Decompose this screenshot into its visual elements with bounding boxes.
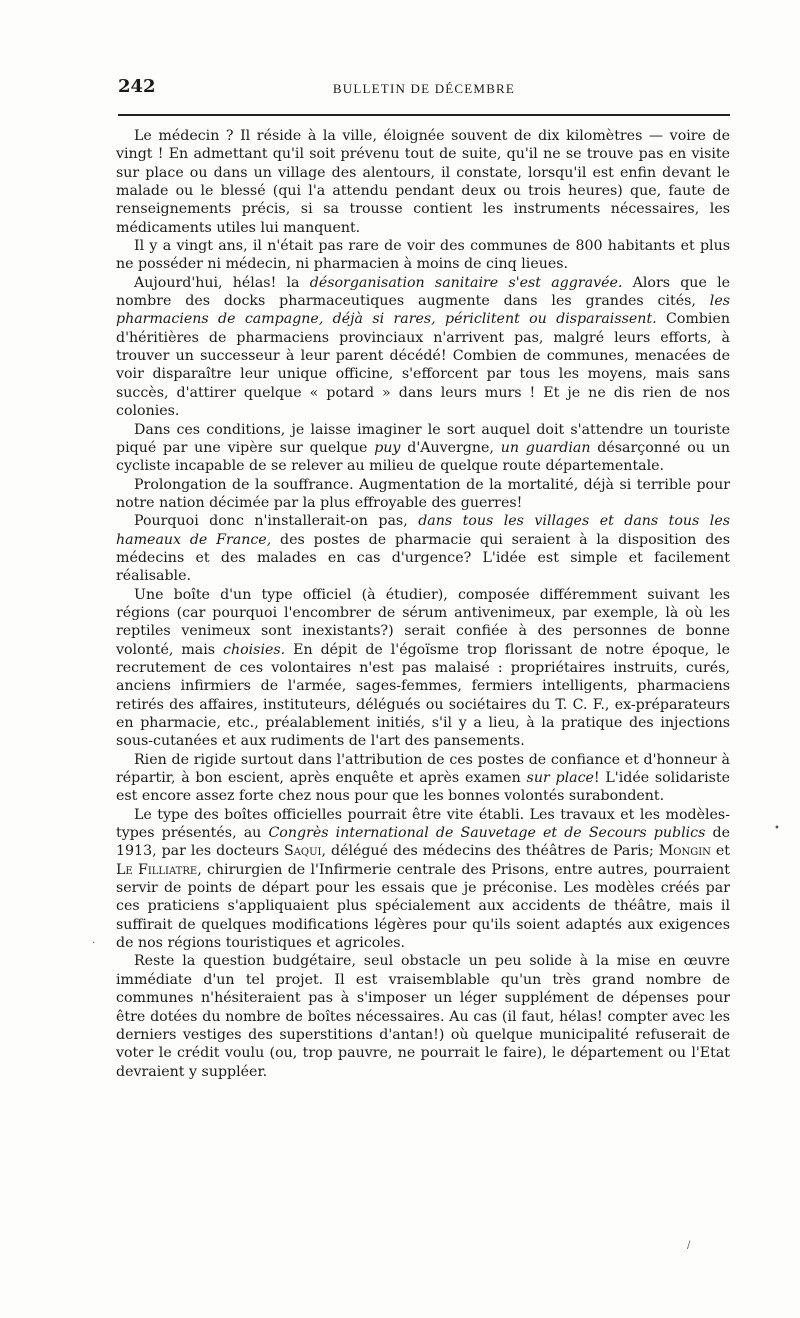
text-run: Reste la question budgétaire, seul obstacle un peu solide à la mise en œuvre immédiate d'un tel projet. Il est vraisemblable qu'un très grand nombre de communes n'hésiteraient pas à s'imposer un léger supplément de dépenses pour être dotées du nombre de boîtes nécessaires. Au cas (il faut, hélas! compter avec les derniers vestiges des superstitions d'antan!) où quelque municipalité refuserait de voter le crédit voulu (ou, trop pauvre, ne pourrait le faire), le département ou l'Etat devraient y suppléer.	[116, 953, 730, 1080]
text-run: Prolongation de la souffrance. Augmentation de la mortalité, déjà si terrible pour notre nation décimée par la plus effroyable des guerres!	[116, 476, 730, 511]
italic-text-run: dans tous les villages et dans tous les hameaux de France,	[116, 513, 730, 548]
text-run: des postes de pharmacie qui seraient à la disposition des médecins et des malades en cas d'urgence? L'idée est simple et facilement réalisable.	[116, 531, 730, 585]
text-run: de 1913, par les docteurs	[116, 825, 730, 860]
text-run: et	[710, 843, 731, 860]
text-run: , chirurgien de l'Infirmerie centrale des Prisons, entre autres, pourraient servir de points de départ pour les essais que je préconise. Les modèles créés par ces praticiens s'appliquaient plus spécialement aux accidents de théâtre, mais il suffirait de quelques modifications légères pour qu'ils soient adaptés aux exigences de nos régions touristiques et agricoles.	[116, 861, 730, 952]
paragraph	[116, 751, 730, 806]
paragraph	[116, 237, 730, 274]
text-run: Il y a vingt ans, il n'était pas rare de voir des communes de 800 habitants et plus ne posséder ni médecin, ni pharmacien à moins de cinq lieues.	[116, 238, 730, 273]
text-run: Une boîte d'un type officiel (à étudier), composée différemment suivant les régions (car pourquoi l'encombrer de sérum antivenimeux, par exemple, là où les reptiles venimeux sont inexistants?) serait confiée à des personnes de bonne volonté, mais	[116, 586, 730, 658]
page-number: 242	[118, 76, 156, 97]
text-run: , délégué des médecins des théâtres de Paris;	[321, 843, 659, 860]
italic-text-run: choisies.	[223, 641, 286, 658]
paragraph	[116, 421, 730, 476]
margin-speck: /	[687, 1240, 691, 1251]
text-run: d'Auvergne,	[400, 439, 501, 456]
paragraph	[116, 127, 730, 237]
paragraph	[116, 274, 730, 421]
paragraph	[116, 952, 730, 1080]
text-run: Alors que le nombre des docks pharmaceutiques augmente dans les grandes cités,	[116, 274, 730, 310]
page-header	[118, 76, 730, 100]
margin-speck: ·	[92, 938, 96, 949]
paragraph	[116, 806, 730, 953]
small-caps-name: Saqui	[283, 843, 322, 860]
margin-speck: •	[774, 823, 780, 834]
italic-text-run: un guardian	[500, 439, 591, 456]
small-caps-name: Mongin	[658, 843, 711, 860]
text-run: Combien d'héritières de pharmaciens provinciaux n'arrivent pas, malgré leurs efforts, à trouver un successeur à leur parent décédé! Combien de communes, menacées de voir disparaître leur unique officine, s'efforcent par tous les moyens, mais sans succès, d'attirer quelque « potard » dans leurs murs ! Et je ne dis rien de nos colonies.	[116, 311, 730, 420]
text-run: Rien de rigide surtout dans l'attribution de ces postes de confiance et d'honneur à répartir, à bon escient, après enquête et après examen	[116, 751, 730, 787]
paragraph	[116, 512, 730, 585]
italic-text-run: les pharmaciens de campagne, déjà si rares, périclitent ou disparaissent.	[116, 293, 730, 328]
text-run: Le type des boîtes officielles pourrait être vite établi. Les travaux et les modèles-types présentés, au	[116, 806, 730, 842]
paragraph	[116, 476, 730, 513]
italic-text-run: puy	[374, 439, 401, 456]
paragraph	[116, 586, 730, 751]
italic-text-run: Congrès international de Sauvetage et de Secours publics	[268, 825, 706, 842]
text-run: désarçonné ou un cycliste incapable de se relever au milieu de quelque route départementale.	[116, 439, 730, 475]
small-caps-name: Le Filliatre	[116, 861, 198, 878]
article-body	[116, 127, 730, 1081]
text-run: Dans ces conditions, je laisse imaginer le sort auquel doit s'attendre un touriste piqué par une vipère sur quelque	[116, 421, 730, 456]
text-run: Aujourd'hui, hélas! la	[134, 274, 310, 291]
header-rule	[118, 114, 730, 116]
text-run: Le médecin ? Il réside à la ville, éloignée souvent de dix kilomètres — voire de vingt ! En admettant qu'il soit prévenu tout de suite, qu'il ne se trouve pas en visite sur place ou dans un village des alentours, il constate, lorsqu'il est enfin devant le malade ou le blessé (qui l'a attendu pendant deux ou trois heures) que, faute de renseignements précis, si sa trousse contient les instruments nécessaires, les médicaments utiles lui manquent.	[116, 128, 730, 236]
text-run: En dépit de l'égoïsme trop florissant de notre époque, le recrutement de ces volontaires n'est pas malaisé : propriétaires instruits, curés, anciens infirmiers de l'armée, sages-femmes, fermiers intelligents, pharmaciens retirés des affaires, instituteurs, délégués ou sociétaires du T. C. F., ex-préparateurs en pharmacie, etc., préalablement initiés, s'il y a lieu, à la pratique des injections sous-cutanées et aux rudiments de l'art des pansements.	[116, 641, 730, 750]
text-run: ! L'idée solidariste est encore assez forte chez nous pour que les bonnes volontés surabondent.	[116, 770, 730, 805]
text-run: Pourquoi donc n'installerait-on pas,	[134, 513, 419, 530]
italic-text-run: sur place	[526, 770, 594, 787]
running-title: BULLETIN DE DÉCEMBRE	[332, 81, 516, 96]
italic-text-run: désorganisation sanitaire s'est aggravée.	[309, 274, 623, 291]
